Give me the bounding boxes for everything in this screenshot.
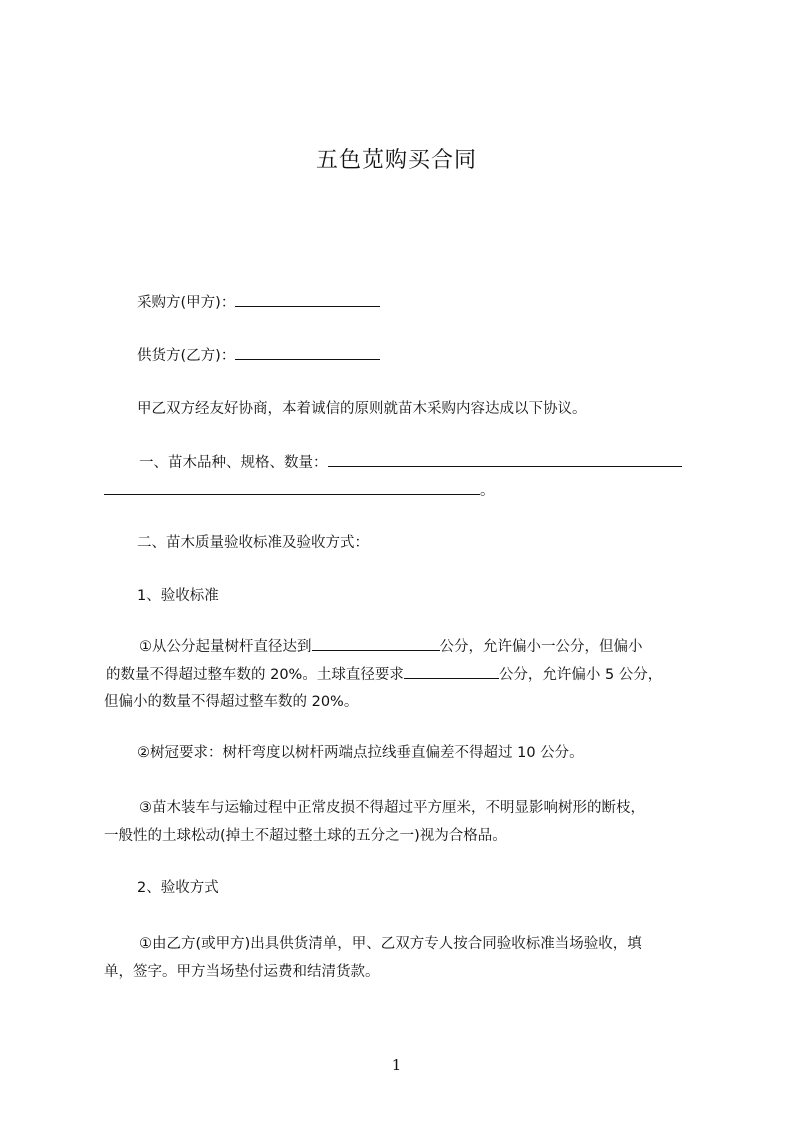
supplier-label: 供货方(乙方)： xyxy=(137,348,236,364)
intro-paragraph: 甲乙双方经友好协商，本着诚信的原则就苗木采购内容达成以下协议。 xyxy=(137,401,587,417)
page-number: 1 xyxy=(391,1056,402,1074)
document-title: 五色苋购买合同 xyxy=(315,148,477,173)
subheading-acceptance-method: 2、验收方式 xyxy=(137,880,219,896)
item1-text-d: 公分，允许偏小 5 公分， xyxy=(498,667,663,683)
item1-text-b: 公分，允许偏小一公分，但偏小 xyxy=(439,639,643,655)
item2-paragraph: ②树冠要求：树杆弯度以树杆两端点拉线垂直偏差不得超过 10 公分。 xyxy=(137,745,584,761)
section1-heading: 一、苗木品种、规格、数量： xyxy=(139,455,328,471)
buyer-label: 采购方(甲方)： xyxy=(137,295,236,311)
section1-blank-1 xyxy=(328,452,682,467)
section1-blank-2 xyxy=(104,480,480,495)
item1-text-c: 的数量不得超过整车数的 20%。土球直径要求 xyxy=(106,667,404,683)
item1-line-2 xyxy=(106,664,706,685)
soil-ball-diameter-blank xyxy=(404,664,499,679)
item1-text-a: ①从公分起量树杆直径达到 xyxy=(139,639,312,655)
item1-line-3: 但偏小的数量不得超过整车数的 20%。 xyxy=(104,694,359,710)
item1-line-1 xyxy=(139,636,739,657)
subheading-acceptance-standard: 1、验收标准 xyxy=(137,588,219,604)
item3-line-1: ③苗木装车与运输过程中正常皮损不得超过平方厘米，不明显影响树形的断枝， xyxy=(139,800,645,816)
supplier-blank xyxy=(235,345,380,360)
section1-line-2 xyxy=(104,480,704,501)
buyer-blank xyxy=(235,292,380,307)
section2-heading: 二、苗木质量验收标准及验收方式： xyxy=(137,535,369,551)
section1-end: 。 xyxy=(480,483,495,499)
item4-line-2: 单，签字。甲方当场垫付运费和结清货款。 xyxy=(104,964,380,980)
trunk-diameter-blank xyxy=(312,636,440,651)
buyer-line xyxy=(137,292,737,313)
item3-line-2: 一般性的土球松动(掉土不超过整土球的五分之一)视为合格品。 xyxy=(104,828,507,844)
supplier-line xyxy=(137,345,737,366)
item4-line-1: ①由乙方(或甲方)出具供货清单，甲、乙双方专人按合同验收标准当场验收，填 xyxy=(139,936,642,952)
section1-line xyxy=(139,452,739,473)
